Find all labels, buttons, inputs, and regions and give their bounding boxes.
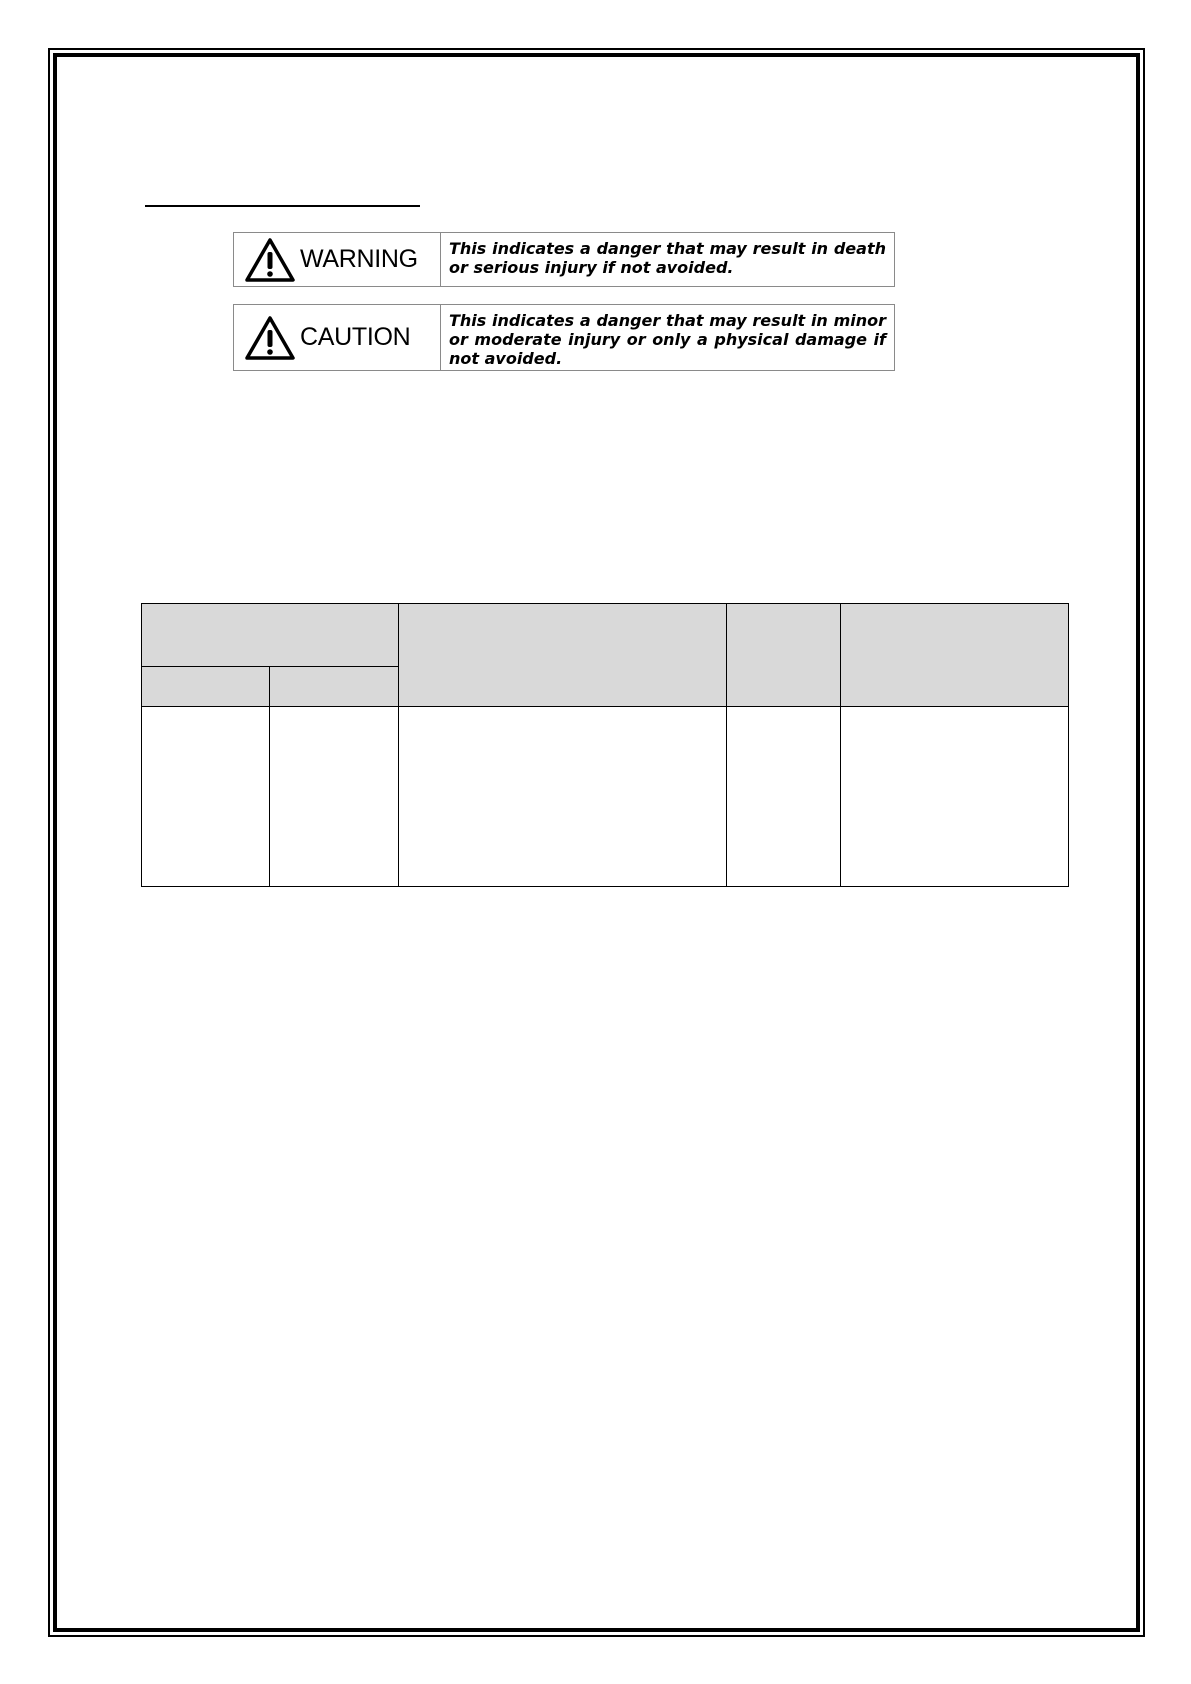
section-heading-underline xyxy=(145,205,420,207)
table-header-cell xyxy=(727,604,841,707)
table-subheader-cell xyxy=(270,667,399,707)
warning-triangle-icon xyxy=(244,237,296,283)
revision-table xyxy=(141,603,1069,887)
warning-description: This indicates a danger that may result in death or serious injury if not avoided. xyxy=(449,239,886,277)
table-cell xyxy=(727,707,841,887)
warning-word: WARNING xyxy=(300,245,418,273)
table-header-cell xyxy=(841,604,1069,707)
table-cell xyxy=(142,707,270,887)
caution-description: This indicates a danger that may result in minor or moderate injury or only a physical damage if not avoided. xyxy=(449,311,886,368)
table-cell xyxy=(399,707,727,887)
caution-word: CAUTION xyxy=(300,323,411,351)
table-subheader-cell xyxy=(142,667,270,707)
caution-sign xyxy=(233,304,895,371)
caution-sign-label xyxy=(234,305,441,370)
table-cell xyxy=(270,707,399,887)
warning-sign-label xyxy=(234,233,441,286)
table-header-cell-group xyxy=(142,604,399,667)
warning-triangle-icon xyxy=(244,315,296,361)
warning-sign xyxy=(233,232,895,287)
table-row xyxy=(142,707,1069,887)
table-header-cell xyxy=(399,604,727,707)
table-cell xyxy=(841,707,1069,887)
